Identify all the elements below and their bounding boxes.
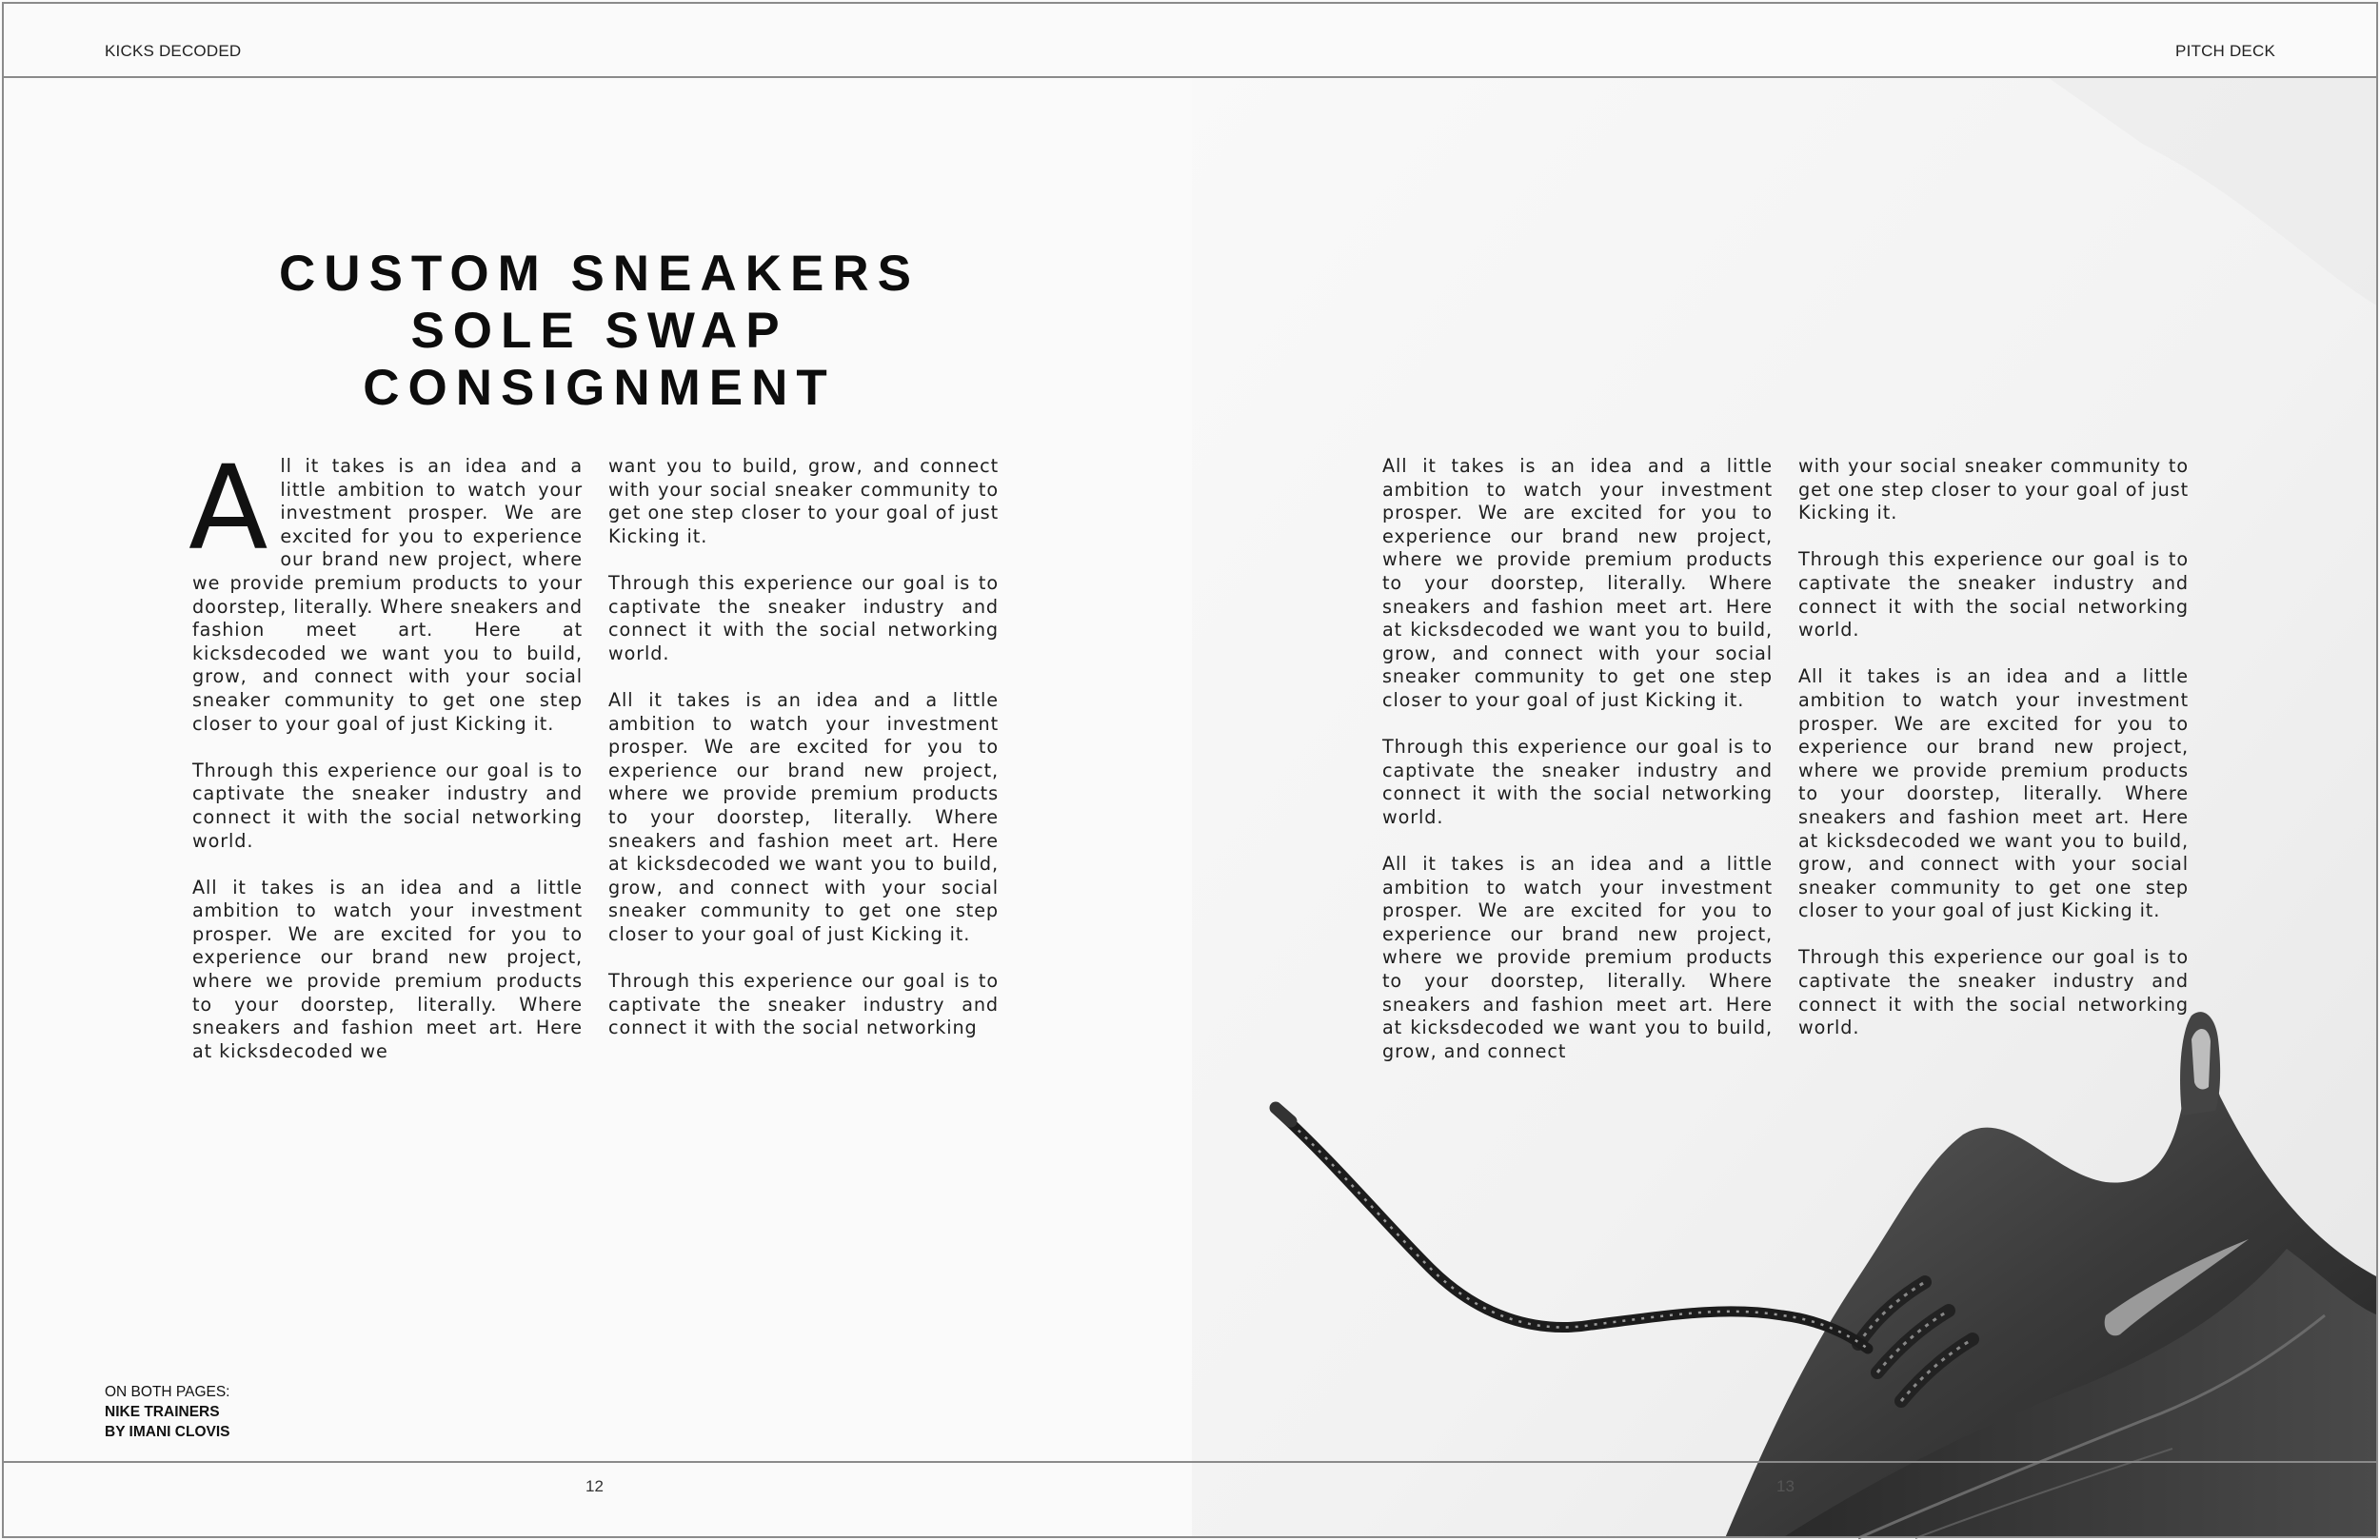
page-number-right: 13 [1776,1477,1795,1495]
credit-label: ON BOTH PAGES: [105,1384,230,1400]
text-column-2 [608,455,999,1047]
paragraph: All it takes is an idea and a little ambition to watch your investment prosper. We are excited for you to experience our brand new project, where we provide premium products to your doorstep, literally. Where sneakers and fashion meet art. Here at kicksdecoded we want you to build, grow, and connect [1382,853,1773,1062]
title-line-3: CONSIGNMENT [363,360,836,416]
text-column-3 [1382,455,1773,1063]
paragraph: All it takes is an idea and a little ambition to watch your investment prosper. We are excited for you to experience our brand new project, where we provide premium products to your doorstep, literally. Where sneakers and fashion meet art. Here at kicksdecoded we want you to build, grow, and connect with your social sneaker community to get one step closer to your goal of just Kicking it. [608,688,999,945]
paragraph: with your social sneaker community to get one step closer to your goal of just Kicking it. [1798,455,2189,524]
paragraph: All it takes is an idea and a little ambition to watch your investment prosper. We are excited for you to experience our brand new project, where we provide premium products to your doorstep, literally. Where sneakers and fashion meet art. Here at kicksdecoded we want you to build, grow, and connect with your social sneaker community to get one step closer to your goal of just Kicking it. [1798,665,2189,922]
paragraph: Through this experience our goal is to captivate the sneaker industry and connect it with the social networking [608,970,999,1039]
text-column-4 [1798,455,2189,1040]
footer-divider [2,1461,2378,1463]
credit-photographer: BY IMANI CLOVIS [105,1424,230,1440]
paragraph: Through this experience our goal is to captivate the sneaker industry and connect it with the social networking world. [1798,548,2189,642]
sneaker-photo [1192,78,2378,1538]
paragraph: All it takes is an idea and a little ambition to watch your investment prosper. We are excited for you to experience our brand new project, where we provide premium products to your doorstep, literally. Where sneakers and fashion meet art. Here at kicksdecoded we [192,876,583,1062]
credit-product: NIKE TRAINERS [105,1404,220,1420]
header-divider [2,76,2378,78]
paragraph-text: ll it takes is an idea and a little ambition to watch your investment prosper. We are excited for you to experience our brand new project, where we provide premium products to your doorstep, literally. Where sneakers and fashion meet art. Here at kicksdecoded we want you to build, grow, and connect with your social sneaker community to get one step closer to your goal of just Kicking it. [192,455,583,735]
title-line-2: SOLE SWAP [410,303,788,359]
article-title [192,246,1006,417]
paragraph: want you to build, grow, and connect with your social sneaker community to get one step closer to your goal of just Kicking it. [608,455,999,547]
sneaker-photo-graphic [1192,78,2378,1538]
title-line-1: CUSTOM SNEAKERS [279,246,920,302]
section-name: PITCH DECK [2175,42,2275,60]
page-number-left: 12 [585,1477,604,1495]
text-column-1 [188,441,583,1062]
paragraph [188,441,583,736]
paragraph: Through this experience our goal is to captivate the sneaker industry and connect it with the social networking world. [1798,946,2189,1039]
paragraph: All it takes is an idea and a little ambition to watch your investment prosper. We are excited for you to experience our brand new project, where we provide premium products to your doorstep, literally. Where sneakers and fashion meet art. Here at kicksdecoded we want you to build, grow, and connect with your social sneaker community to get one step closer to your goal of just Kicking it. [1382,455,1773,711]
paragraph: Through this experience our goal is to captivate the sneaker industry and connect it with the social networking world. [1382,736,1773,828]
photo-credit [105,1382,230,1442]
magazine-name: KICKS DECODED [105,42,242,60]
paragraph: Through this experience our goal is to captivate the sneaker industry and connect it with the social networking world. [608,571,999,664]
paragraph: Through this experience our goal is to captivate the sneaker industry and connect it with the social networking world. [192,759,583,852]
drop-cap: A [188,441,269,576]
